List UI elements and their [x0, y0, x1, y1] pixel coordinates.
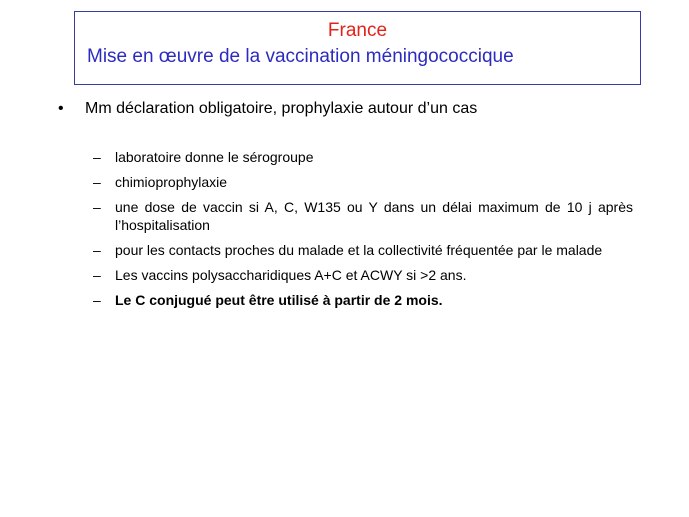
main-bullet-text: Mm déclaration obligatoire, prophylaxie autour d’un cas	[85, 100, 478, 117]
sub-bullet-text: laboratoire donne le sérogroupe	[115, 149, 314, 165]
slide-title: Mise en œuvre de la vaccination méningococcique	[87, 46, 514, 67]
sub-bullet-item	[93, 198, 633, 234]
dash-icon: –	[93, 292, 101, 308]
title-box	[74, 11, 641, 85]
sub-bullet-item	[93, 291, 633, 309]
sub-bullet-item	[93, 241, 633, 259]
sub-bullet-item	[93, 148, 633, 166]
dash-icon: –	[93, 242, 101, 258]
dash-icon: –	[93, 149, 101, 165]
dash-icon: –	[93, 199, 101, 215]
dash-icon: –	[93, 267, 101, 283]
bullet-icon: •	[58, 100, 64, 117]
dash-icon: –	[93, 174, 101, 190]
sub-bullet-text: chimioprophylaxie	[115, 174, 228, 190]
sub-bullet-item	[93, 266, 633, 284]
sub-bullet-text: pour les contacts proches du malade et la collectivité fréquentée par le malade	[115, 242, 603, 258]
sub-bullet-text: une dose de vaccin si A, C, W135 ou Y dans un délai maximum de 10 j après l’hospitalisation	[115, 199, 633, 233]
sub-bullet-text: Le C conjugué peut être utilisé à partir de 2 mois.	[115, 292, 443, 308]
slide-title-country: France	[327, 20, 388, 41]
sub-bullet-item	[93, 173, 633, 191]
sub-bullet-list	[93, 148, 633, 316]
sub-bullet-text: Les vaccins polysaccharidiques A+C et ACWY si >2 ans.	[115, 267, 467, 283]
